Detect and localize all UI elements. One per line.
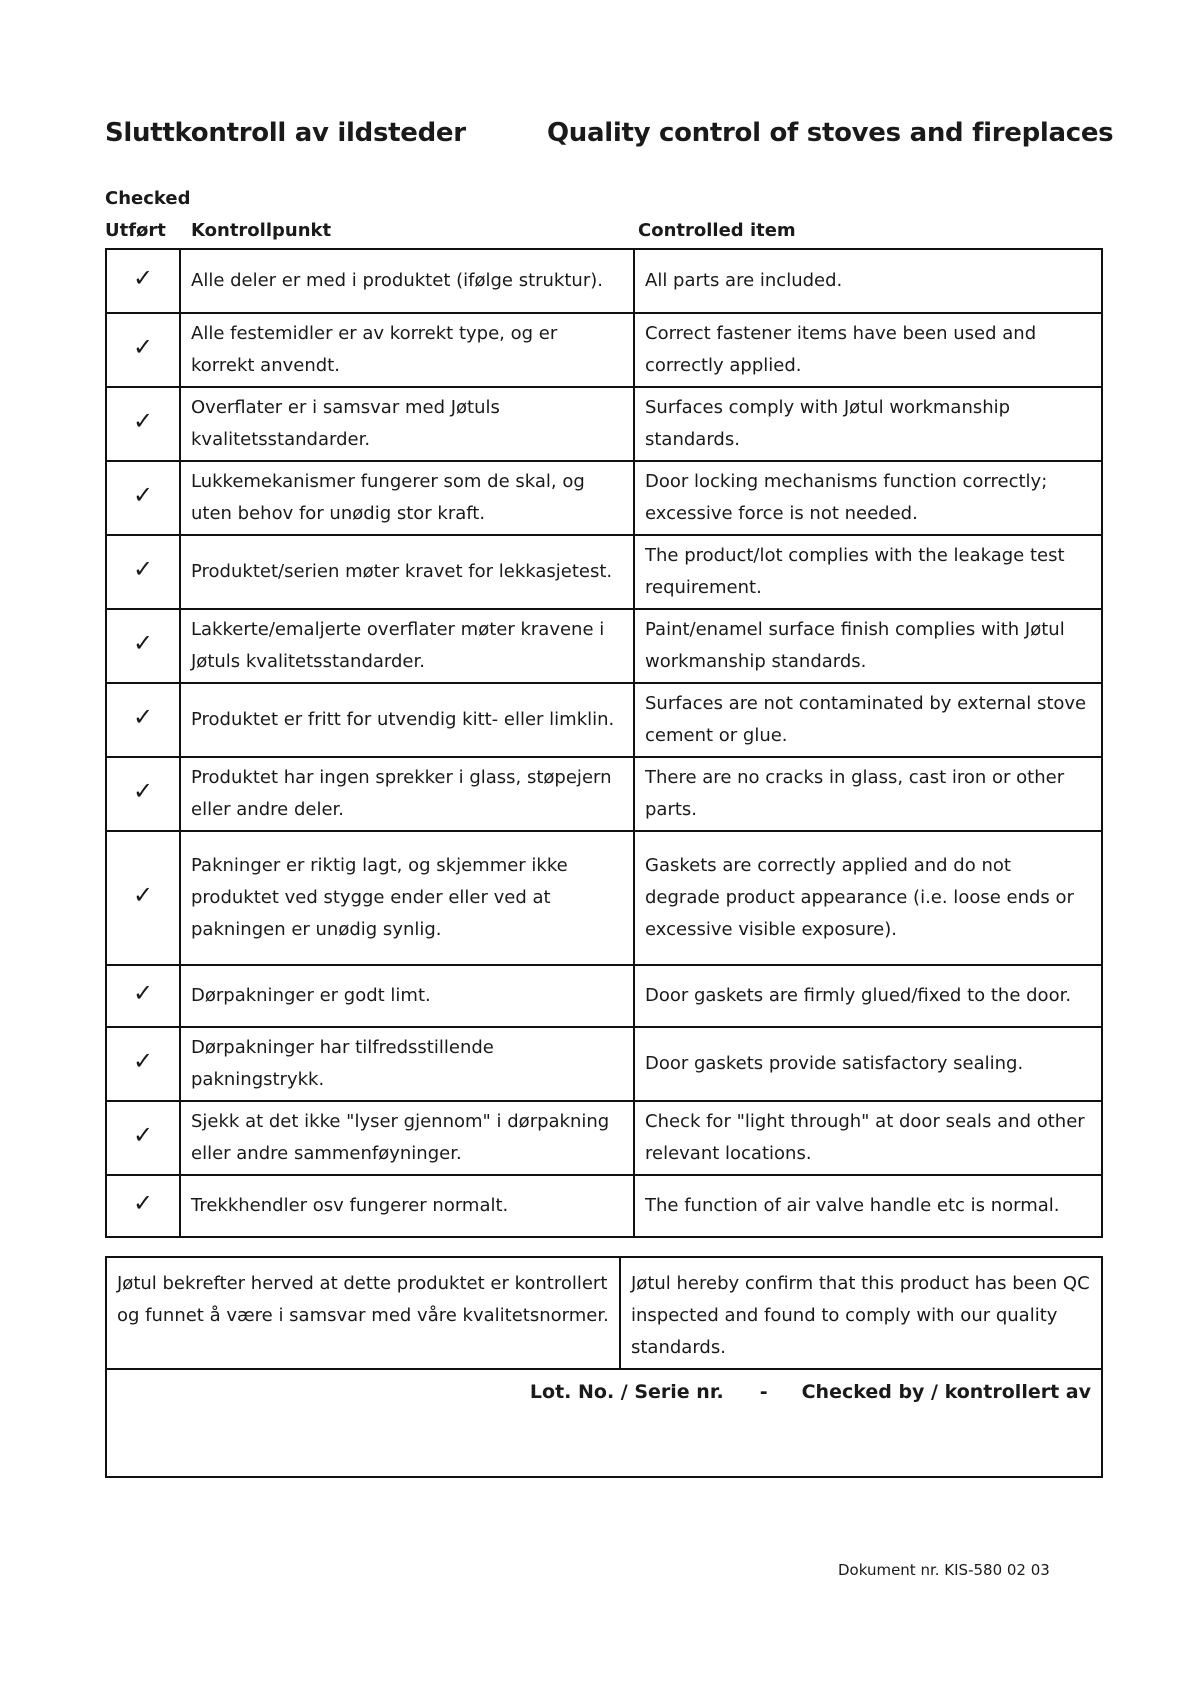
checked-cell[interactable] [106, 1027, 180, 1101]
column-header-controlled-item: Controlled item [638, 220, 796, 241]
checked-cell[interactable] [106, 1175, 180, 1237]
checked-cell[interactable] [106, 831, 180, 965]
checklist-row [106, 249, 1102, 313]
kontrollpunkt-cell: Produktet har ingen sprekker i glass, støpejern eller andre deler. [180, 757, 634, 831]
checkmark-icon: ✓ [132, 979, 154, 1007]
checkmark-icon: ✓ [132, 555, 154, 583]
controlled-item-cell: All parts are included. [634, 249, 1102, 313]
controlled-item-cell: Door gaskets are firmly glued/fixed to the door. [634, 965, 1102, 1027]
checklist-table [105, 248, 1103, 1238]
kontrollpunkt-cell: Dørpakninger har tilfredsstillende pakningstrykk. [180, 1027, 634, 1101]
checkmark-icon: ✓ [132, 1121, 154, 1149]
column-header-checked: Checked [105, 188, 191, 209]
kontrollpunkt-cell: Sjekk at det ikke "lyser gjennom" i dørpakning eller andre sammenføyninger. [180, 1101, 634, 1175]
kontrollpunkt-cell: Dørpakninger er godt limt. [180, 965, 634, 1027]
checklist-row [106, 683, 1102, 757]
checklist-row [106, 1175, 1102, 1237]
checkmark-icon: ✓ [132, 1047, 154, 1075]
checkmark-icon: ✓ [132, 264, 154, 292]
checklist-row [106, 965, 1102, 1027]
page-title-english: Quality control of stoves and fireplaces [547, 118, 1114, 148]
kontrollpunkt-cell: Lakkerte/emaljerte overflater møter kravene i Jøtuls kvalitetsstandarder. [180, 609, 634, 683]
checklist-row [106, 831, 1102, 965]
lot-number-label: Lot. No. / Serie nr. [529, 1381, 724, 1403]
column-header-utfort: Utført [105, 220, 166, 241]
kontrollpunkt-cell: Overflater er i samsvar med Jøtuls kvalitetsstandarder. [180, 387, 634, 461]
checkmark-icon: ✓ [132, 703, 154, 731]
checkmark-icon: ✓ [132, 333, 154, 361]
checked-cell[interactable] [106, 387, 180, 461]
document-number: Dokument nr. KIS-580 02 03 [838, 1561, 1050, 1579]
signature-field[interactable] [106, 1369, 1102, 1477]
checkmark-icon: ✓ [132, 629, 154, 657]
kontrollpunkt-cell: Lukkemekanismer fungerer som de skal, og uten behov for unødig stor kraft. [180, 461, 634, 535]
checkmark-icon: ✓ [132, 481, 154, 509]
checked-cell[interactable] [106, 535, 180, 609]
confirmation-row [106, 1257, 1102, 1369]
checkmark-icon: ✓ [132, 881, 154, 909]
checked-cell[interactable] [106, 683, 180, 757]
checked-cell[interactable] [106, 313, 180, 387]
checkmark-icon: ✓ [132, 777, 154, 805]
controlled-item-cell: The product/lot complies with the leakage test requirement. [634, 535, 1102, 609]
kontrollpunkt-cell: Produktet er fritt for utvendig kitt- eller limklin. [180, 683, 634, 757]
checked-cell[interactable] [106, 249, 180, 313]
controlled-item-cell: Surfaces comply with Jøtul workmanship standards. [634, 387, 1102, 461]
kontrollpunkt-cell: Alle deler er med i produktet (ifølge struktur). [180, 249, 634, 313]
kontrollpunkt-cell: Alle festemidler er av korrekt type, og er korrekt anvendt. [180, 313, 634, 387]
controlled-item-cell: Surfaces are not contaminated by external stove cement or glue. [634, 683, 1102, 757]
checklist-row [106, 387, 1102, 461]
kontrollpunkt-cell: Trekkhendler osv fungerer normalt. [180, 1175, 634, 1237]
checklist-row [106, 757, 1102, 831]
controlled-item-cell: Door gaskets provide satisfactory sealing. [634, 1027, 1102, 1101]
controlled-item-cell: There are no cracks in glass, cast iron or other parts. [634, 757, 1102, 831]
checkmark-icon: ✓ [132, 407, 154, 435]
controlled-item-cell: Check for "light through" at door seals and other relevant locations. [634, 1101, 1102, 1175]
signature-dash: - [759, 1381, 768, 1403]
checkmark-icon: ✓ [132, 1189, 154, 1217]
checked-cell[interactable] [106, 461, 180, 535]
confirmation-table [105, 1256, 1103, 1478]
confirmation-text-english: Jøtul hereby confirm that this product has been QC inspected and found to comply with our quality standards. [620, 1257, 1102, 1369]
controlled-item-cell: Correct fastener items have been used and correctly applied. [634, 313, 1102, 387]
checked-cell[interactable] [106, 1101, 180, 1175]
checklist-row [106, 609, 1102, 683]
kontrollpunkt-cell: Pakninger er riktig lagt, og skjemmer ikke produktet ved stygge ender eller ved at pakningen er unødig synlig. [180, 831, 634, 965]
confirmation-text-norwegian: Jøtul bekrefter herved at dette produktet er kontrollert og funnet å være i samsvar med våre kvalitetsnormer. [106, 1257, 620, 1369]
controlled-item-cell: Gaskets are correctly applied and do not degrade product appearance (i.e. loose ends or excessive visible exposure). [634, 831, 1102, 965]
checklist-row [106, 1027, 1102, 1101]
checked-cell[interactable] [106, 965, 180, 1027]
controlled-item-cell: Door locking mechanisms function correctly; excessive force is not needed. [634, 461, 1102, 535]
checklist-row [106, 1101, 1102, 1175]
controlled-item-cell: Paint/enamel surface finish complies with Jøtul workmanship standards. [634, 609, 1102, 683]
checked-cell[interactable] [106, 757, 180, 831]
checked-cell[interactable] [106, 609, 180, 683]
checked-by-label: Checked by / kontrollert av [801, 1381, 1091, 1403]
kontrollpunkt-cell: Produktet/serien møter kravet for lekkasjetest. [180, 535, 634, 609]
column-header-kontrollpunkt: Kontrollpunkt [191, 220, 332, 241]
controlled-item-cell: The function of air valve handle etc is normal. [634, 1175, 1102, 1237]
signature-row [106, 1369, 1102, 1477]
checklist-row [106, 313, 1102, 387]
checklist-row [106, 461, 1102, 535]
checklist-row [106, 535, 1102, 609]
page-title-norwegian: Sluttkontroll av ildsteder [105, 118, 466, 148]
